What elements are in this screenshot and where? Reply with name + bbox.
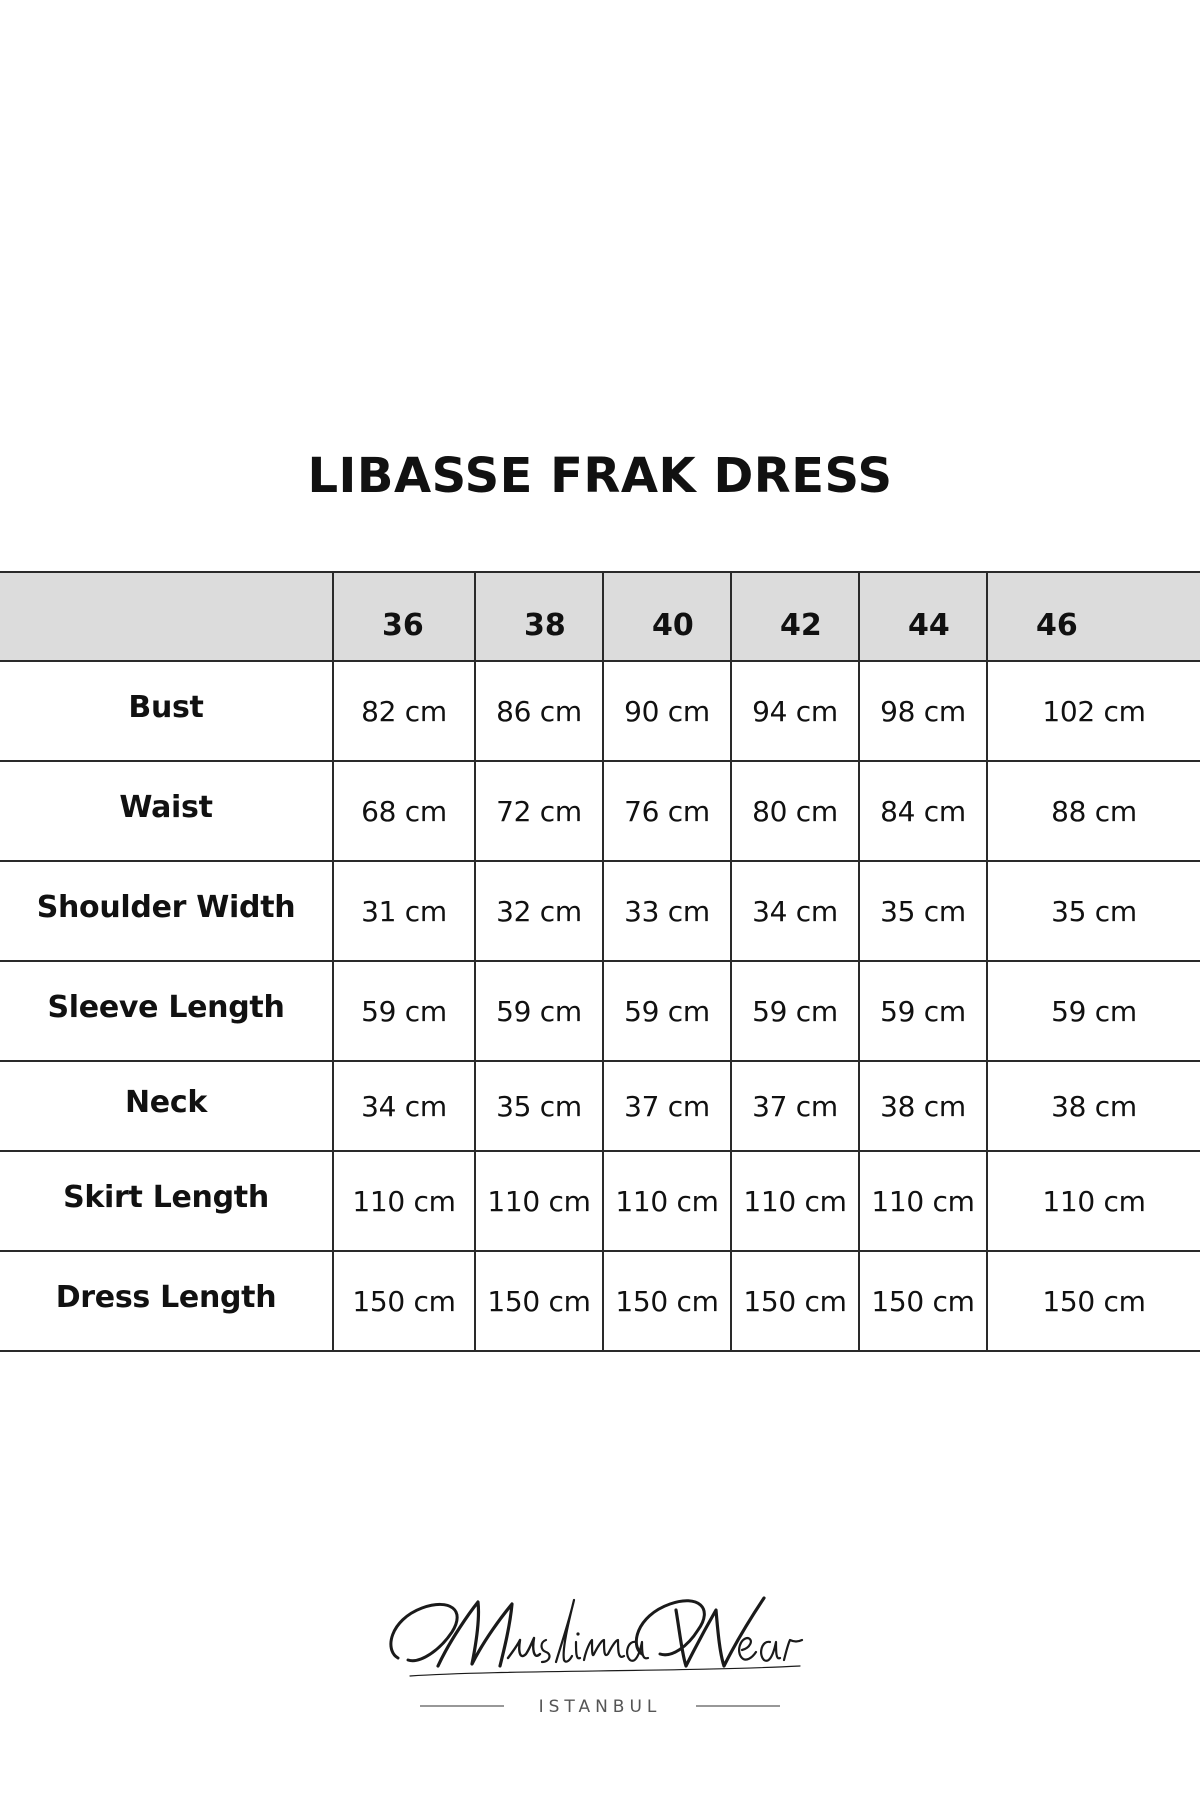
table-row — [0, 961, 1200, 1061]
row-label: Shoulder Width — [0, 861, 333, 961]
row-label: Sleeve Length — [0, 961, 333, 1061]
table-cell: 94 cm — [731, 661, 859, 761]
size-header-cell: 42 — [731, 572, 859, 661]
table-cell: 110 cm — [731, 1151, 859, 1251]
size-header-cell: 46 — [987, 572, 1200, 661]
table-cell: 82 cm — [333, 661, 475, 761]
table-cell: 59 cm — [987, 961, 1200, 1061]
table-cell: 150 cm — [603, 1251, 731, 1351]
size-chart-table — [0, 571, 1200, 1352]
table-row — [0, 761, 1200, 861]
table-cell: 150 cm — [987, 1251, 1200, 1351]
table-cell: 37 cm — [603, 1061, 731, 1151]
table-cell: 150 cm — [333, 1251, 475, 1351]
row-label: Waist — [0, 761, 333, 861]
size-header-cell: 38 — [475, 572, 603, 661]
table-cell: 102 cm — [987, 661, 1200, 761]
table-cell: 110 cm — [987, 1151, 1200, 1251]
table-cell: 98 cm — [859, 661, 987, 761]
table-cell: 32 cm — [475, 861, 603, 961]
row-label: Skirt Length — [0, 1151, 333, 1251]
table-cell: 59 cm — [731, 961, 859, 1061]
table-cell: 34 cm — [731, 861, 859, 961]
logo-location-text: ISTANBUL — [538, 1697, 662, 1717]
table-cell: 150 cm — [859, 1251, 987, 1351]
table-cell: 38 cm — [987, 1061, 1200, 1151]
table-cell: 150 cm — [731, 1251, 859, 1351]
header-corner-cell — [0, 572, 333, 661]
table-cell: 37 cm — [731, 1061, 859, 1151]
row-label: Dress Length — [0, 1251, 333, 1351]
brand-logo — [380, 1580, 820, 1720]
table-row — [0, 861, 1200, 961]
page-title: LIBASSE FRAK DRESS — [307, 448, 893, 504]
table-cell: 33 cm — [603, 861, 731, 961]
table-cell: 90 cm — [603, 661, 731, 761]
table-cell: 84 cm — [859, 761, 987, 861]
table-cell: 59 cm — [333, 961, 475, 1061]
table-cell: 76 cm — [603, 761, 731, 861]
table-cell: 35 cm — [987, 861, 1200, 961]
table-cell: 35 cm — [475, 1061, 603, 1151]
table-row — [0, 1251, 1200, 1351]
size-header-cell: 40 — [603, 572, 731, 661]
table-cell: 35 cm — [859, 861, 987, 961]
table-cell: 31 cm — [333, 861, 475, 961]
table-row — [0, 1061, 1200, 1151]
table-cell: 150 cm — [475, 1251, 603, 1351]
logo-script-wordmark — [391, 1598, 802, 1676]
table-cell: 68 cm — [333, 761, 475, 861]
row-label: Bust — [0, 661, 333, 761]
table-cell: 110 cm — [333, 1151, 475, 1251]
table-row — [0, 1151, 1200, 1251]
size-header-cell: 44 — [859, 572, 987, 661]
size-header-cell: 36 — [333, 572, 475, 661]
row-label: Neck — [0, 1061, 333, 1151]
table-cell: 110 cm — [603, 1151, 731, 1251]
table-cell: 88 cm — [987, 761, 1200, 861]
table-cell: 80 cm — [731, 761, 859, 861]
size-header-row — [0, 572, 1200, 661]
table-cell: 86 cm — [475, 661, 603, 761]
table-row — [0, 661, 1200, 761]
table-cell: 34 cm — [333, 1061, 475, 1151]
table-cell: 110 cm — [475, 1151, 603, 1251]
table-cell: 72 cm — [475, 761, 603, 861]
table-cell: 59 cm — [475, 961, 603, 1061]
table-cell: 59 cm — [603, 961, 731, 1061]
table-cell: 110 cm — [859, 1151, 987, 1251]
table-cell: 38 cm — [859, 1061, 987, 1151]
table-cell: 59 cm — [859, 961, 987, 1061]
